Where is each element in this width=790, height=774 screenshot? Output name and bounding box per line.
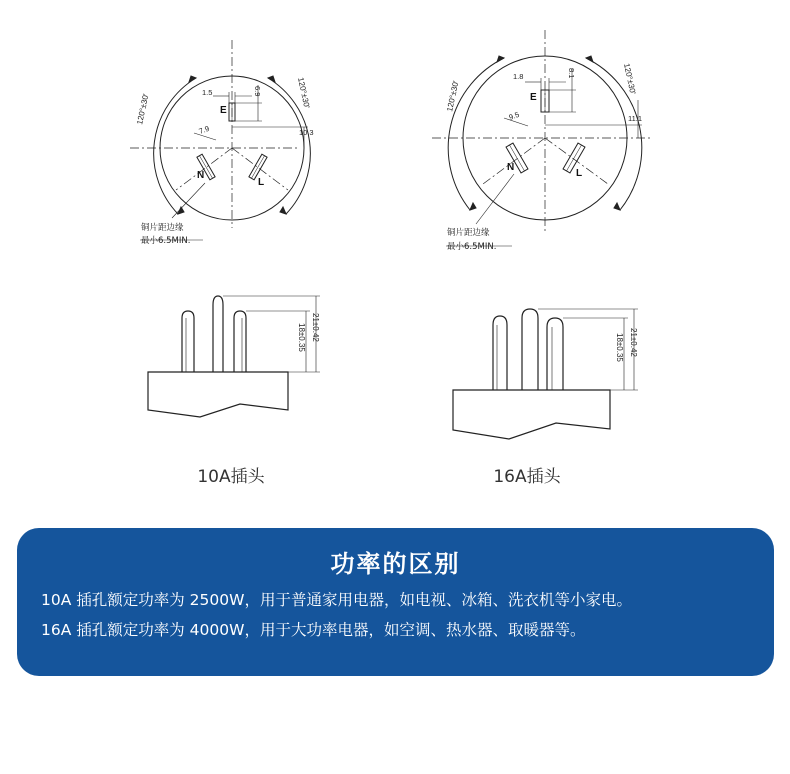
side-total-dim-label: 21±0.42 xyxy=(311,313,320,342)
diag-dim-label: 9.5 xyxy=(507,109,521,122)
diag-dim-label: 7.9 xyxy=(197,123,211,136)
width-dim-label: 1.8 xyxy=(513,72,524,81)
side-pin-dim-label: 18±0.35 xyxy=(297,323,306,352)
angle-right-label: 120°±30' xyxy=(296,76,312,110)
pin-e-label: E xyxy=(530,92,537,103)
power-difference-panel xyxy=(17,528,774,676)
angle-right-label: 120°±30' xyxy=(622,62,638,96)
angle-left-label: 120°±30' xyxy=(135,92,151,126)
note-line2: 最小6.5MIN. xyxy=(447,242,497,252)
offset-dim-label: 11.1 xyxy=(628,114,643,123)
e-top-dim-label: 8.1 xyxy=(567,68,576,79)
panel-line-16a: 16A 插孔额定功率为 4000W，用于大功率电器，如空调、热水器、取暖器等。 xyxy=(41,621,586,639)
side-view-10a xyxy=(148,296,320,417)
note-line2: 最小6.5MIN. xyxy=(141,236,191,246)
note-line1: 铜片距边缘 xyxy=(141,223,184,233)
front-view-10a xyxy=(130,40,310,240)
pin-n-label: N xyxy=(197,170,205,181)
caption-16a: 16A插头 xyxy=(493,467,561,487)
e-top-dim-label: 6.9 xyxy=(253,86,262,97)
caption-10a: 10A插头 xyxy=(197,467,265,487)
pin-n-label: N xyxy=(507,162,515,173)
front-view-16a xyxy=(432,30,650,246)
side-total-dim-label: 21±0.42 xyxy=(629,328,638,357)
panel-title: 功率的区别 xyxy=(330,550,461,578)
width-dim-label: 1.5 xyxy=(202,88,213,97)
panel-line-10a: 10A 插孔额定功率为 2500W，用于普通家用电器，如电视、冰箱、洗衣机等小家电。 xyxy=(41,591,632,609)
offset-dim-label: 10.3 xyxy=(299,128,314,137)
note-line1: 铜片距边缘 xyxy=(447,228,490,238)
side-pin-dim-label: 18±0.35 xyxy=(615,333,624,362)
pin-l-label: L xyxy=(576,168,583,179)
panel-text xyxy=(17,585,774,645)
pin-l-label: L xyxy=(258,177,265,188)
angle-left-label: 120°±30' xyxy=(445,79,461,113)
side-view-16a xyxy=(453,309,638,439)
pin-e-label: E xyxy=(220,105,227,116)
